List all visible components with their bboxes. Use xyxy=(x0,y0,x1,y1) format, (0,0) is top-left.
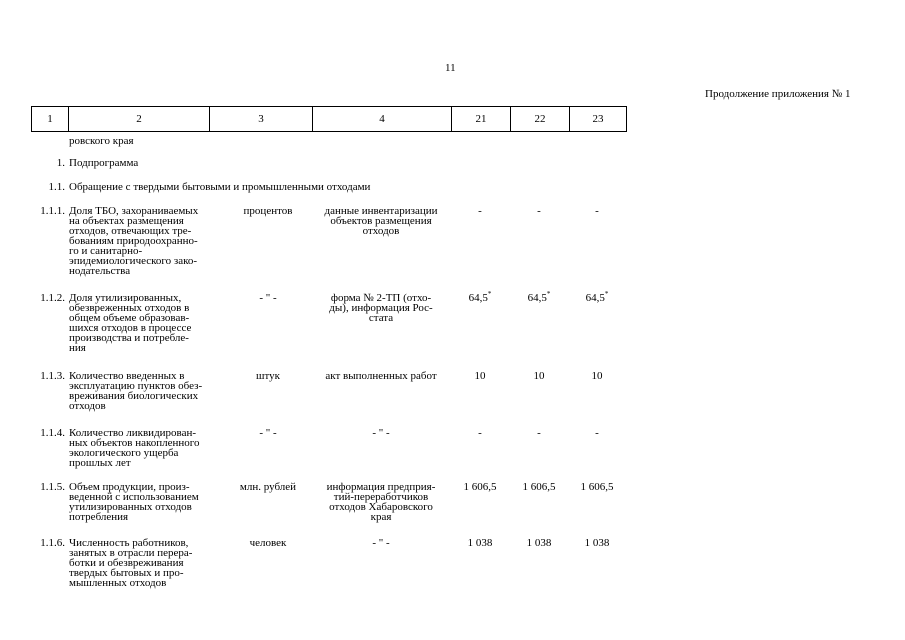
indicator-name: Количество введенных в эксплуатацию пунктов обез- вреживания биологических отходов xyxy=(69,370,203,412)
row-number: 1.1.5. xyxy=(40,481,65,493)
value-col-23 xyxy=(568,371,626,381)
value-col-21 xyxy=(452,482,508,492)
subsection-title: Обращение с твердыми бытовыми и промышленными отходами xyxy=(69,181,371,193)
indicator-unit: процентов xyxy=(243,205,293,217)
header-col-2: 2 xyxy=(69,107,210,132)
value-text: 64,5 xyxy=(527,292,547,304)
row-number: 1.1.2. xyxy=(40,292,65,304)
indicator-unit: - " - xyxy=(259,427,277,439)
page-number: 11 xyxy=(445,62,456,74)
indicator-name: Доля ТБО, захораниваемых на объектах размещения отходов, отвечающих тре- бованиям природоохранно- го и санитарно- эпидемиологического зако- нодательства xyxy=(69,205,199,277)
indicator-source: - " - xyxy=(372,427,390,439)
footnote-marker: * xyxy=(604,290,609,298)
value-text: - xyxy=(595,427,599,439)
value-text: 1 606,5 xyxy=(580,481,614,493)
indicator-name: Доля утилизированных, обезвреженных отходов в общем объеме образовав- шихся отходов в процессе производства и потребле- ния xyxy=(69,292,192,354)
value-col-21 xyxy=(452,538,508,548)
value-col-23 xyxy=(568,538,626,548)
value-col-23 xyxy=(568,290,626,304)
indicator-unit: млн. рублей xyxy=(239,481,297,493)
value-col-23 xyxy=(568,482,626,492)
header-col-4: 4 xyxy=(313,107,452,132)
value-col-23 xyxy=(568,428,626,438)
value-col-22 xyxy=(510,290,568,304)
indicator-source: акт выполненных работ xyxy=(325,370,437,382)
indicator-source: форма № 2-ТП (отхо- ды), информация Рос- стата xyxy=(329,292,433,324)
carryover-text: ровского края xyxy=(69,135,134,147)
header-col-22: 22 xyxy=(511,107,570,132)
value-text: - xyxy=(537,427,541,439)
value-col-21 xyxy=(452,428,508,438)
indicator-name: Объем продукции, произ- веденной с использованием утилизированных отходов потребления xyxy=(69,481,199,523)
section-title: Подпрограмма xyxy=(69,157,139,169)
indicator-source: данные инвентаризации объектов размещения отходов xyxy=(324,205,438,237)
row-number: 1.1.4. xyxy=(40,427,65,439)
value-col-21 xyxy=(452,290,508,304)
row-number: 1.1.6. xyxy=(40,537,65,549)
header-col-23: 23 xyxy=(570,107,627,132)
value-text: - xyxy=(537,205,541,217)
value-col-22 xyxy=(510,482,568,492)
continuation-note: Продолжение приложения № 1 xyxy=(705,88,851,100)
column-header-table xyxy=(31,106,627,132)
value-col-23 xyxy=(568,206,626,216)
value-text: 64,5 xyxy=(585,292,605,304)
footnote-marker: * xyxy=(546,290,551,298)
value-text: 10 xyxy=(474,370,486,382)
indicator-unit: человек xyxy=(249,537,287,549)
value-col-21 xyxy=(452,206,508,216)
value-col-22 xyxy=(510,371,568,381)
subsection-number: 1.1. xyxy=(48,181,65,193)
value-text: 1 606,5 xyxy=(463,481,497,493)
value-text: - xyxy=(478,427,482,439)
value-text: 10 xyxy=(591,370,603,382)
indicator-source: информация предприя- тий-переработчиков отходов Хабаровского края xyxy=(326,481,436,523)
value-col-22 xyxy=(510,538,568,548)
row-number: 1.1.1. xyxy=(40,205,65,217)
indicator-unit: штук xyxy=(256,370,280,382)
value-col-21 xyxy=(452,371,508,381)
value-text: 10 xyxy=(533,370,545,382)
footnote-marker: * xyxy=(487,290,492,298)
indicator-name: Численность работников, занятых в отрасли перера- ботки и обезвреживания твердых бытовых и про- мышленных отходов xyxy=(69,537,193,589)
value-text: - xyxy=(478,205,482,217)
value-text: 1 038 xyxy=(526,537,552,549)
value-text: 64,5 xyxy=(468,292,488,304)
value-text: 1 038 xyxy=(584,537,610,549)
row-number: 1.1.3. xyxy=(40,370,65,382)
header-col-1: 1 xyxy=(32,107,69,132)
header-col-3: 3 xyxy=(210,107,313,132)
value-text: 1 038 xyxy=(467,537,493,549)
indicator-name: Количество ликвидирован- ных объектов накопленного экологического ущерба прошлых лет xyxy=(69,427,200,469)
value-text: - xyxy=(595,205,599,217)
value-col-22 xyxy=(510,206,568,216)
indicator-unit: - " - xyxy=(259,292,277,304)
value-text: 1 606,5 xyxy=(522,481,556,493)
header-col-21: 21 xyxy=(452,107,511,132)
section-number: 1. xyxy=(56,157,65,169)
value-col-22 xyxy=(510,428,568,438)
indicator-source: - " - xyxy=(372,537,390,549)
